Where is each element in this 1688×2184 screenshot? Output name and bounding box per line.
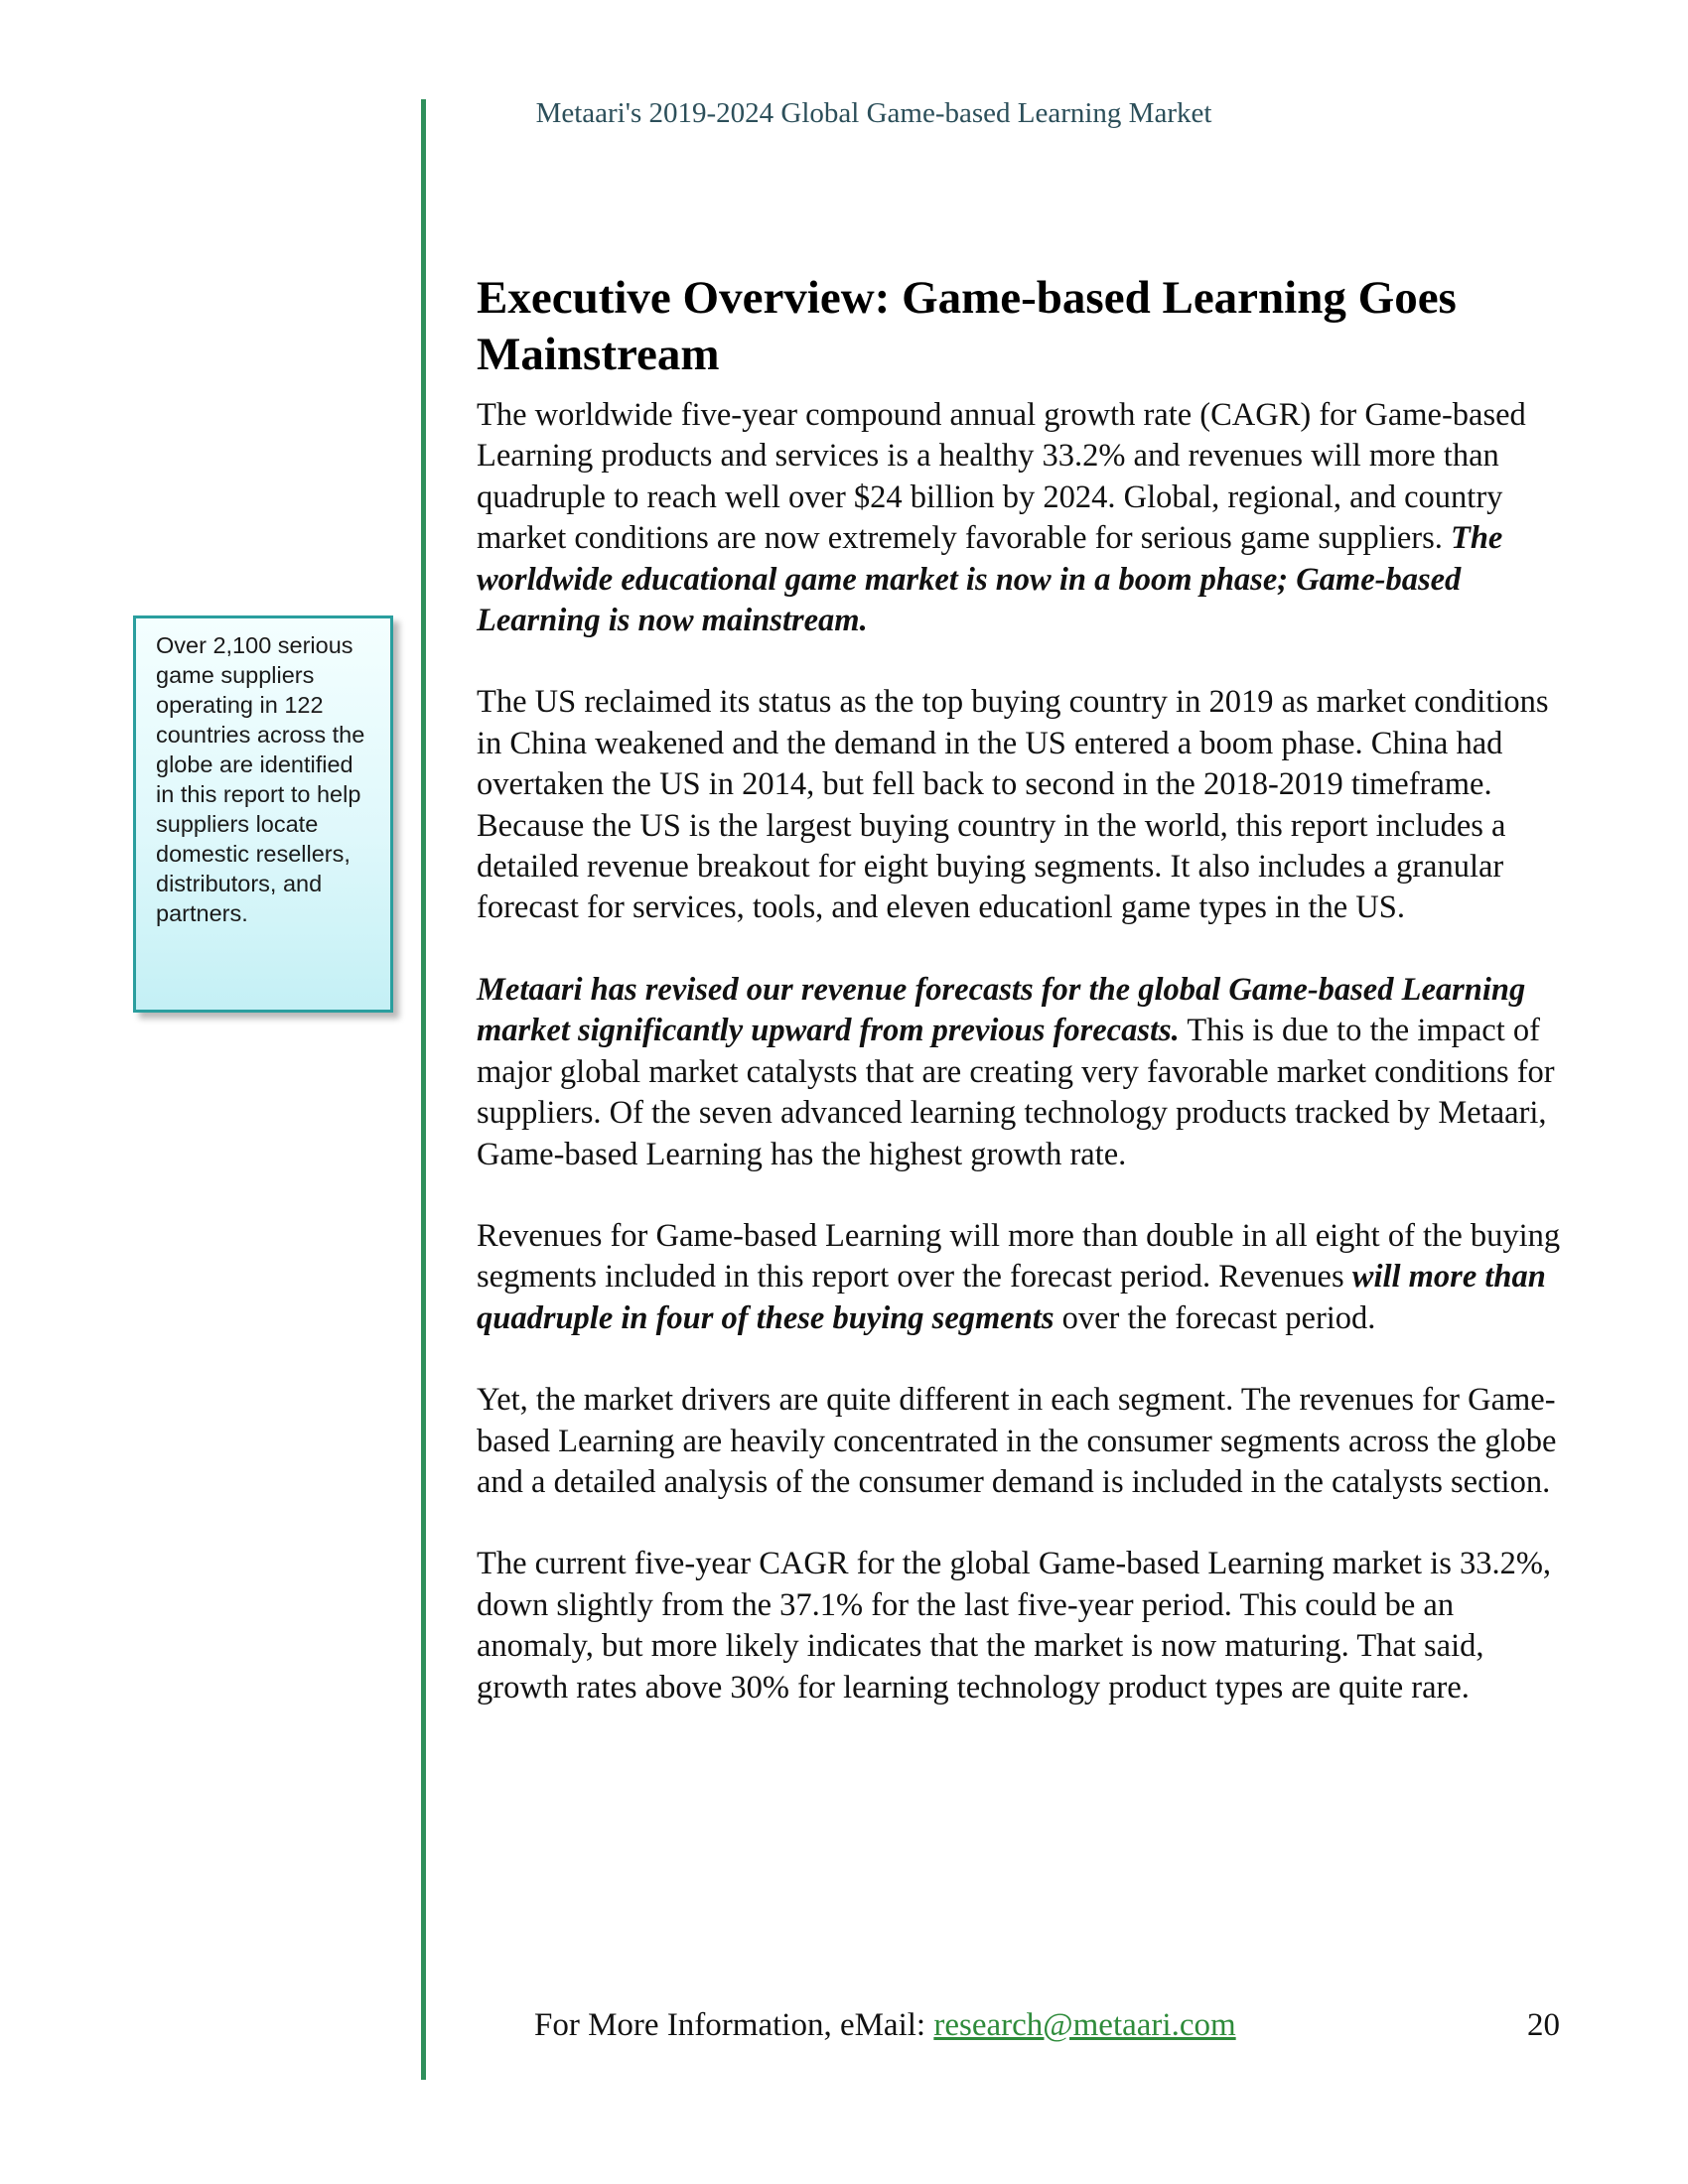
page-title: Executive Overview: Game-based Learning Goes Mainstream — [477, 272, 1457, 380]
page-number: 20 — [1527, 2007, 1560, 2043]
sidebar-callout — [133, 615, 393, 1013]
footer-info-label: For More Information, eMail: — [534, 2007, 934, 2043]
paragraph-1-emphasis: The worldwide educational game market is now in a boom phase; Game-based Learning is now mainstream. — [477, 520, 1503, 639]
footer — [534, 2007, 1236, 2044]
vertical-rule — [421, 99, 426, 2080]
paragraph-3-emphasis: Metaari has revised our revenue forecasts for the global Game-based Learning market significantly upward from previous forecasts. — [477, 971, 1526, 1049]
paragraph-1 — [477, 395, 1574, 641]
paragraph-4-text-b: over the forecast period. — [1054, 1299, 1376, 1336]
paragraph-3 — [477, 970, 1574, 1175]
paragraph-5: Yet, the market drivers are quite different in each segment. The revenues for Game-based Learning are heavily concentrated in the consumer segments across the globe and a detailed analysis of the consumer demand is included in the catalysts section. — [477, 1382, 1557, 1500]
article-body — [477, 270, 1574, 1749]
paragraph-4-emphasis: will more than quadruple in four of these buying segments — [477, 1259, 1546, 1336]
callout-text: Over 2,100 serious game suppliers operating in 122 countries across the globe are identified in this report to help suppliers locate domestic resellers, distributors, and partners. — [156, 632, 365, 926]
running-header: Metaari's 2019-2024 Global Game-based Learning Market — [535, 97, 1212, 129]
paragraph-1-text: The worldwide five-year compound annual growth rate (CAGR) for Game-based Learning products and services is a healthy 33.2% and revenues will more than quadruple to reach well over $24 billion by 2024. Global, regional, and country market conditions are now extremely favorable for serious game suppliers. — [477, 397, 1526, 557]
paragraph-4-text-a: Revenues for Game-based Learning will more than double in all eight of the buying segments included in this report over the forecast period. Revenues — [477, 1217, 1561, 1296]
paragraph-4 — [477, 1216, 1574, 1339]
paragraph-2: The US reclaimed its status as the top buying country in 2019 as market conditions in China weakened and the demand in the US entered a boom phase. China had overtaken the US in 2014, but fell back to second in the 2018-2019 timeframe. Because the US is the largest buying country in the world, this report includes a detailed revenue breakout for eight buying segments. It also includes a granular forecast for services, tools, and eleven educationl game types in the US. — [477, 684, 1549, 926]
email-link[interactable]: research@metaari.com — [933, 2007, 1236, 2043]
paragraph-6: The current five-year CAGR for the global Game-based Learning market is 33.2%, down slightly from the 37.1% for the last five-year period. This could be an anomaly, but more likely indicates that the market is now maturing. That said, growth rates above 30% for learning technology product types are quite rare. — [477, 1546, 1552, 1706]
paragraph-3-text: This is due to the impact of major global market catalysts that are creating very favorable market conditions for suppliers. Of the seven advanced learning technology products tracked by Metaari, Game-based Learning has the highest growth rate. — [477, 1013, 1555, 1172]
